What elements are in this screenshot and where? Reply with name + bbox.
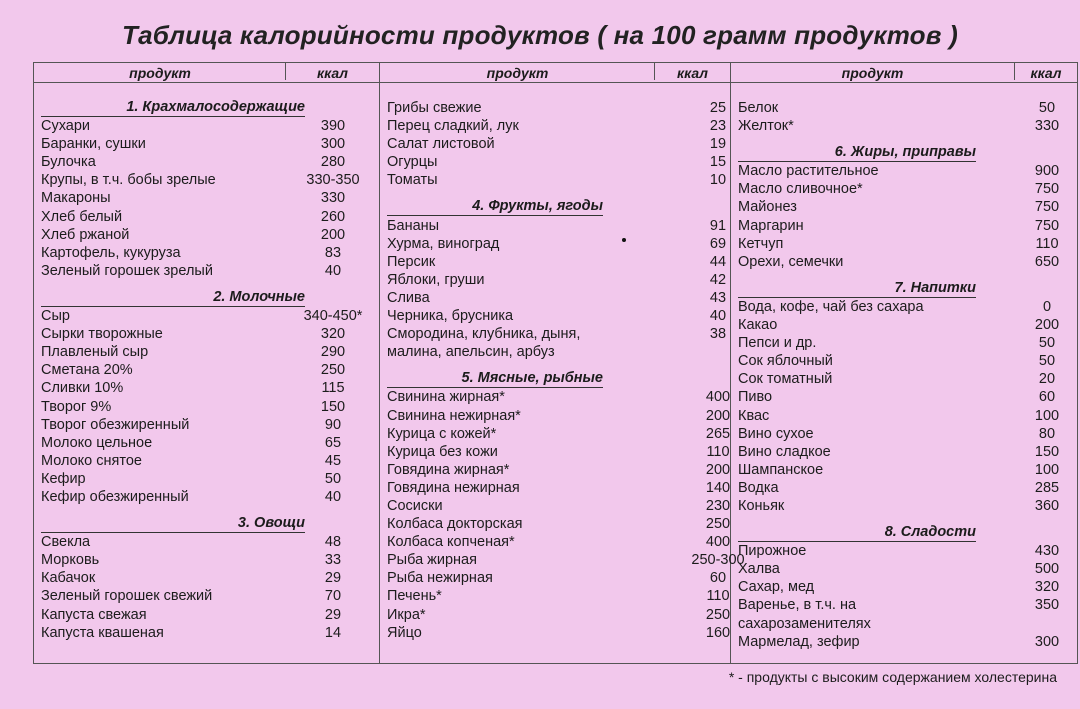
product-name: Майонез — [738, 199, 797, 216]
kcal-value: 29 — [324, 606, 342, 623]
kcal-value: 750 — [1034, 217, 1060, 234]
kcal-value: 65 — [324, 434, 342, 451]
product-name: Творог обезжиренный — [41, 416, 190, 433]
table-row — [380, 624, 730, 642]
table-row — [380, 497, 730, 515]
product-name: Колбаса копченая* — [387, 534, 515, 551]
kcal-value: 900 — [1034, 163, 1060, 180]
kcal-value: 60 — [709, 570, 727, 587]
kcal-value: 50 — [1038, 335, 1056, 352]
table-row — [380, 551, 745, 569]
kcal-value: 50 — [324, 470, 342, 487]
table-row — [731, 407, 1077, 425]
kcal-value: 350 — [1034, 597, 1060, 614]
product-name: Печень* — [387, 588, 442, 605]
product-name: Шампанское — [738, 461, 824, 478]
kcal-value: 83 — [324, 244, 342, 261]
table-row — [34, 262, 379, 280]
section-label: 6. Жиры, приправы — [738, 144, 976, 162]
kcal-value: 69 — [709, 235, 727, 252]
kcal-value: 330 — [1034, 118, 1060, 135]
section-label: 2. Молочные — [41, 289, 305, 307]
table-row — [731, 352, 1077, 370]
page-title: Таблица калорийности продуктов ( на 100 грамм продуктов ) — [122, 20, 958, 50]
kcal-value: 340-450* — [303, 308, 363, 325]
table-row — [731, 461, 1077, 479]
table-row — [380, 587, 730, 605]
table-column-2 — [380, 63, 745, 663]
section-spacer — [731, 515, 1077, 524]
kcal-value: 44 — [709, 253, 727, 270]
product-name: Смородина, клубника, дыня, — [387, 326, 581, 343]
section-label: 1. Крахмалосодержащие — [41, 99, 305, 117]
kcal-value: 430 — [1034, 543, 1060, 560]
kcal-value: 40 — [324, 488, 342, 505]
kcal-value: 285 — [1034, 479, 1060, 496]
product-name: Квас — [738, 407, 770, 424]
section-label: 5. Мясные, рыбные — [387, 370, 603, 388]
section-spacer — [731, 135, 1077, 144]
product-name: Макароны — [41, 190, 111, 207]
product-name: Томаты — [387, 172, 438, 189]
footnote: * - продукты с высоким содержанием холестерина — [728, 669, 1057, 685]
section-spacer — [34, 506, 379, 515]
section-spacer — [380, 361, 730, 370]
product-name: Картофель, кукуруза — [41, 244, 181, 261]
kcal-value: 29 — [324, 570, 342, 587]
kcal-value: 42 — [709, 271, 727, 288]
header-kcal: ккал — [285, 63, 379, 80]
table-row — [731, 479, 1077, 497]
product-name: Пирожное — [738, 543, 807, 560]
table-row — [380, 253, 730, 271]
kcal-value: 110 — [706, 443, 730, 460]
product-name: Капуста квашеная — [41, 624, 164, 641]
column-header — [380, 63, 730, 83]
table-column-3 — [731, 63, 1077, 663]
product-name: Плавленый сыр — [41, 344, 149, 361]
table-row — [380, 289, 730, 307]
kcal-value: 115 — [321, 380, 345, 397]
column-body — [731, 99, 1077, 651]
kcal-value: 250 — [320, 362, 346, 379]
table-row — [731, 615, 1077, 633]
table-row — [34, 624, 379, 642]
kcal-value: 750 — [1034, 199, 1060, 216]
kcal-value: 140 — [705, 479, 731, 496]
section-spacer — [34, 280, 379, 289]
product-name: Какао — [738, 317, 778, 334]
table-row — [34, 117, 379, 135]
product-name: малина, апельсин, арбуз — [387, 344, 555, 361]
table-row — [34, 189, 379, 207]
table-row — [731, 497, 1077, 515]
table-row — [34, 208, 379, 226]
kcal-value: 400 — [705, 389, 731, 406]
kcal-value: 750 — [1034, 181, 1060, 198]
table-row — [380, 569, 730, 587]
table-row — [34, 569, 379, 587]
kcal-value: 330-350 — [306, 172, 360, 189]
table-row — [731, 316, 1077, 334]
header-product: продукт — [486, 65, 549, 81]
product-name: Молоко снятое — [41, 452, 142, 469]
kcal-value: 330 — [320, 190, 346, 207]
product-name: Свинина нежирная* — [387, 407, 521, 424]
table-row — [34, 470, 379, 488]
table-row — [731, 180, 1077, 198]
table-row — [731, 633, 1077, 651]
product-name: Слива — [387, 289, 430, 306]
kcal-value: 100 — [1034, 407, 1060, 424]
product-name: Крупы, в т.ч. бобы зрелые — [41, 172, 216, 189]
product-name: Грибы свежие — [387, 100, 482, 116]
table-row — [34, 533, 379, 551]
table-row — [34, 587, 379, 605]
section-heading — [34, 99, 379, 117]
product-name: Морковь — [41, 552, 100, 569]
product-name: Масло сливочное* — [738, 181, 863, 198]
kcal-value: 300 — [1034, 633, 1060, 650]
kcal-value: 300 — [320, 136, 346, 153]
product-name: Кетчуп — [738, 235, 784, 252]
kcal-value: 15 — [709, 154, 727, 171]
table-row — [34, 153, 379, 171]
product-name: Сахар, мед — [738, 579, 815, 596]
product-name: Говядина жирная* — [387, 461, 510, 478]
table-row — [731, 388, 1077, 406]
product-name: Курица без кожи — [387, 443, 498, 460]
kcal-value: 265 — [705, 425, 731, 442]
section-label: 3. Овощи — [41, 515, 305, 533]
kcal-value: 150 — [1034, 443, 1060, 460]
table-row — [380, 443, 730, 461]
product-name: Хлеб белый — [41, 208, 123, 225]
table-row — [731, 235, 1077, 253]
product-name: Хлеб ржаной — [41, 226, 130, 243]
kcal-value: 390 — [320, 118, 346, 135]
kcal-value: 650 — [1034, 253, 1060, 270]
section-label: 7. Напитки — [738, 280, 976, 298]
product-name: Баранки, сушки — [41, 136, 146, 153]
kcal-value: 10 — [709, 172, 727, 189]
table-row — [731, 99, 1077, 117]
table-row — [380, 407, 730, 425]
product-name: Перец сладкий, лук — [387, 118, 519, 135]
table-row — [380, 343, 730, 361]
product-name: Колбаса докторская — [387, 516, 523, 533]
product-name: Рыба жирная — [387, 552, 477, 569]
section-heading — [731, 144, 1077, 162]
kcal-value: 320 — [320, 326, 346, 343]
product-name: Свинина жирная* — [387, 389, 505, 406]
kcal-value: 48 — [324, 534, 342, 551]
product-name: Говядина нежирная — [387, 479, 520, 496]
kcal-value: 320 — [1034, 579, 1060, 596]
product-name: Яблоки, груши — [387, 271, 485, 288]
kcal-value: 280 — [320, 154, 346, 171]
kcal-value: 290 — [320, 344, 346, 361]
table-row — [34, 488, 379, 506]
table-row — [731, 162, 1077, 180]
product-name: Варенье, в т.ч. на — [738, 597, 857, 614]
table-row — [380, 307, 730, 325]
table-row — [34, 551, 379, 569]
kcal-value: 45 — [324, 452, 342, 469]
kcal-value: 100 — [1034, 461, 1060, 478]
product-name: Бананы — [387, 217, 440, 234]
kcal-value: 160 — [705, 624, 731, 641]
stray-dot — [622, 238, 626, 242]
product-name: Кефир — [41, 470, 86, 487]
product-name: Хурма, виноград — [387, 235, 500, 252]
product-name: Орехи, семечки — [738, 253, 844, 270]
table-row — [731, 117, 1077, 135]
table-row — [731, 370, 1077, 388]
table-row — [380, 461, 730, 479]
table-row — [380, 479, 730, 497]
product-name: Зеленый горошек свежий — [41, 588, 213, 605]
product-name: Пепси и др. — [738, 335, 817, 352]
kcal-value: 500 — [1034, 561, 1060, 578]
header-kcal: ккал — [1014, 63, 1077, 80]
product-name: Сметана 20% — [41, 362, 133, 379]
kcal-value: 230 — [705, 497, 731, 514]
product-name: Курица с кожей* — [387, 425, 497, 442]
table-row — [34, 226, 379, 244]
kcal-value: 80 — [1038, 425, 1056, 442]
calorie-table — [33, 62, 1078, 664]
table-row — [731, 253, 1077, 271]
table-row — [380, 153, 730, 171]
table-row — [380, 99, 730, 117]
section-spacer — [380, 189, 730, 198]
product-name: Сосиски — [387, 497, 443, 514]
table-row — [731, 443, 1077, 461]
product-name: Булочка — [41, 154, 96, 171]
table-row — [34, 307, 379, 325]
product-name: Капуста свежая — [41, 606, 147, 623]
product-name: Свекла — [41, 534, 91, 551]
product-name: Пиво — [738, 389, 773, 406]
kcal-value: 33 — [324, 552, 342, 569]
product-name: Огурцы — [387, 154, 438, 171]
kcal-value: 38 — [709, 326, 727, 343]
product-name: Сливки 10% — [41, 380, 124, 397]
product-name: Вино сухое — [738, 425, 814, 442]
kcal-value: 40 — [709, 308, 727, 325]
kcal-value: 110 — [706, 588, 730, 605]
table-row — [731, 560, 1077, 578]
product-name: сахарозаменителях — [738, 615, 871, 632]
kcal-value: 50 — [1038, 353, 1056, 370]
table-row — [34, 379, 379, 397]
table-row — [380, 171, 730, 189]
product-name: Белок — [738, 100, 779, 116]
column-body — [380, 99, 745, 642]
kcal-value: 0 — [1042, 298, 1052, 315]
section-heading — [380, 370, 730, 388]
product-name: Кабачок — [41, 570, 96, 587]
product-name: Водка — [738, 479, 779, 496]
product-name: Зеленый горошек зрелый — [41, 262, 213, 279]
section-heading — [380, 198, 730, 216]
section-label: 8. Сладости — [738, 524, 976, 542]
table-row — [34, 171, 379, 189]
product-name: Желток* — [738, 118, 794, 135]
product-name: Маргарин — [738, 217, 804, 234]
section-heading — [731, 524, 1077, 542]
kcal-value: 110 — [1035, 235, 1059, 252]
column-header — [34, 63, 379, 83]
product-name: Мармелад, зефир — [738, 633, 860, 650]
table-row — [731, 425, 1077, 443]
kcal-value: 19 — [709, 136, 727, 153]
table-row — [34, 325, 379, 343]
product-name: Сок томатный — [738, 371, 833, 388]
kcal-value: 200 — [705, 461, 731, 478]
section-spacer — [731, 271, 1077, 280]
section-label: 4. Фрукты, ягоды — [387, 198, 603, 216]
kcal-value: 200 — [320, 226, 346, 243]
product-name: Рыба нежирная — [387, 570, 493, 587]
product-name: Салат листовой — [387, 136, 495, 153]
table-row — [380, 235, 730, 253]
table-row — [731, 217, 1077, 235]
table-row — [380, 271, 730, 289]
kcal-value: 260 — [320, 208, 346, 225]
table-row — [34, 361, 379, 379]
product-name: Творог 9% — [41, 398, 112, 415]
kcal-value: 90 — [324, 416, 342, 433]
product-name: Сок яблочный — [738, 353, 833, 370]
table-row — [34, 434, 379, 452]
table-row — [34, 416, 379, 434]
header-product: продукт — [129, 65, 191, 81]
kcal-value: 250 — [705, 516, 731, 533]
table-row — [380, 135, 730, 153]
table-row — [380, 117, 730, 135]
kcal-value: 23 — [709, 118, 727, 135]
kcal-value: 150 — [320, 398, 346, 415]
product-name: Коньяк — [738, 497, 785, 514]
table-row — [380, 425, 730, 443]
kcal-value: 60 — [1038, 389, 1056, 406]
table-row — [731, 596, 1077, 614]
table-row — [731, 542, 1077, 560]
table-row — [380, 533, 730, 551]
column-body — [34, 99, 379, 642]
table-row — [380, 217, 730, 235]
kcal-value: 400 — [705, 534, 731, 551]
table-row — [34, 398, 379, 416]
column-header — [731, 63, 1077, 83]
table-row — [34, 343, 379, 361]
table-row — [731, 298, 1077, 316]
kcal-value: 250-300 — [691, 552, 745, 569]
header-kcal: ккал — [654, 63, 730, 80]
kcal-value: 50 — [1038, 100, 1056, 116]
header-product: продукт — [841, 65, 904, 81]
table-row — [380, 388, 730, 406]
product-name: Сухари — [41, 118, 91, 135]
table-row — [34, 606, 379, 624]
kcal-value: 250 — [705, 606, 731, 623]
product-name: Масло растительное — [738, 163, 879, 180]
product-name: Икра* — [387, 606, 426, 623]
product-name: Сыр — [41, 308, 70, 325]
kcal-value: 20 — [1038, 371, 1056, 388]
product-name: Черника, брусника — [387, 308, 514, 325]
kcal-value: 70 — [324, 588, 342, 605]
table-row — [380, 606, 730, 624]
product-name: Халва — [738, 561, 780, 578]
product-name: Персик — [387, 253, 436, 270]
section-heading — [731, 280, 1077, 298]
product-name: Вода, кофе, чай без сахара — [738, 298, 924, 315]
table-row — [380, 325, 730, 343]
kcal-value: 14 — [324, 624, 342, 641]
table-column-1 — [34, 63, 380, 663]
table-row — [731, 578, 1077, 596]
table-row — [34, 452, 379, 470]
product-name: Молоко цельное — [41, 434, 153, 451]
kcal-value: 200 — [1034, 317, 1060, 334]
product-name: Яйцо — [387, 624, 422, 641]
product-name: Вино сладкое — [738, 443, 831, 460]
kcal-value: 360 — [1034, 497, 1060, 514]
table-row — [731, 334, 1077, 352]
kcal-value: 40 — [324, 262, 342, 279]
kcal-value: 200 — [705, 407, 731, 424]
kcal-value: 25 — [709, 100, 727, 116]
kcal-value: 91 — [709, 217, 727, 234]
section-heading — [34, 289, 379, 307]
kcal-value: 43 — [709, 289, 727, 306]
table-row — [34, 135, 379, 153]
product-name: Кефир обезжиренный — [41, 488, 189, 505]
table-row — [380, 515, 730, 533]
table-row — [34, 244, 379, 262]
table-row — [731, 198, 1077, 216]
section-heading — [34, 515, 379, 533]
product-name: Сырки творожные — [41, 326, 163, 343]
